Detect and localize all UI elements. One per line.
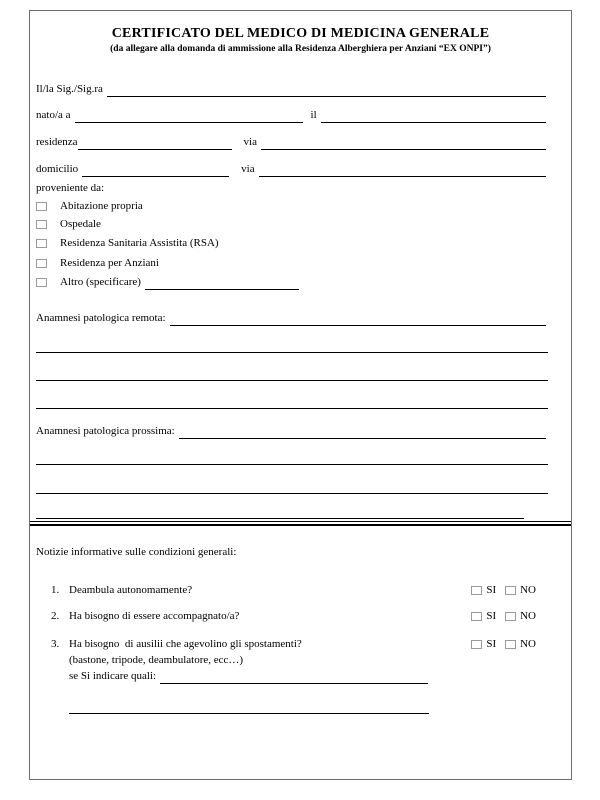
domicile-street-fill-line[interactable] xyxy=(259,162,546,177)
residence-street-fill-line[interactable] xyxy=(261,135,546,150)
provenance-option-row xyxy=(36,236,546,251)
si-checkbox[interactable] xyxy=(471,586,482,595)
residence-label: residenza xyxy=(36,136,78,148)
option-label: Ospedale xyxy=(60,218,101,230)
name-label: Il/la Sig./Sig.ra xyxy=(36,83,103,95)
notizie-heading-row xyxy=(36,545,546,560)
question-number: 2. xyxy=(51,610,60,622)
birthplace-fill-line[interactable] xyxy=(75,108,303,123)
question-3-specify-row xyxy=(69,669,546,684)
question-row-1 xyxy=(51,583,536,598)
abitazione-propria-checkbox[interactable] xyxy=(36,202,47,211)
residence-street-label: via xyxy=(243,136,257,148)
domicile-fill-line[interactable] xyxy=(82,162,229,177)
yes-no-group xyxy=(471,609,536,624)
question-row-3 xyxy=(51,637,536,652)
option-label: Residenza per Anziani xyxy=(60,257,159,269)
question-row-2 xyxy=(51,609,536,624)
si-label: SI xyxy=(486,584,497,596)
rsa-checkbox[interactable] xyxy=(36,239,47,248)
anamnesi-remota-label: Anamnesi patologica remota: xyxy=(36,312,166,324)
question-text: Ha bisogno di ausilii che agevolino gli spostamenti? xyxy=(69,638,302,650)
anamnesi-prossima-blank-line[interactable] xyxy=(36,452,548,465)
anamnesi-remota-blank-line[interactable] xyxy=(36,340,548,353)
page-subtitle: (da allegare alla domanda di ammissione alla Residenza Alberghiera per Anziani “EX ONPI”) xyxy=(110,44,491,54)
provenance-option-row xyxy=(36,199,546,214)
anamnesi-remota-fill-line[interactable] xyxy=(170,311,546,326)
question-text: Deambula autonomamente? xyxy=(69,584,193,596)
option-label: Abitazione propria xyxy=(60,200,143,212)
option-label: Residenza Sanitaria Assistita (RSA) xyxy=(60,237,219,249)
question-number: 3. xyxy=(51,638,60,650)
provenance-label: proveniente da: xyxy=(36,182,105,194)
if-yes-label: se Si indicare quali: xyxy=(69,670,157,682)
spacer xyxy=(302,637,472,652)
if-yes-fill-line[interactable] xyxy=(160,669,428,684)
anamnesi-prossima-blank-line[interactable] xyxy=(36,506,524,519)
ospedale-checkbox[interactable] xyxy=(36,220,47,229)
no-checkbox[interactable] xyxy=(505,640,516,649)
question-text: Ha bisogno di essere accompagnato/a? xyxy=(69,610,240,622)
no-checkbox[interactable] xyxy=(505,612,516,621)
domicile-street-label: via xyxy=(241,163,255,175)
yes-no-group xyxy=(471,583,536,598)
birthplace-label: nato/a a xyxy=(36,109,71,121)
si-label: SI xyxy=(486,638,497,650)
residence-field-row xyxy=(36,135,546,150)
notizie-heading: Notizie informative sulle condizioni generali: xyxy=(36,546,237,558)
si-checkbox[interactable] xyxy=(471,640,482,649)
residenza-anziani-checkbox[interactable] xyxy=(36,259,47,268)
no-checkbox[interactable] xyxy=(505,586,516,595)
question-3-blank-line[interactable] xyxy=(69,701,429,714)
option-label: Altro (specificare) xyxy=(60,276,141,288)
no-label: NO xyxy=(520,584,536,596)
domicile-label: domicilio xyxy=(36,163,79,175)
birthdate-fill-line[interactable] xyxy=(321,108,546,123)
si-label: SI xyxy=(486,610,497,622)
altro-fill-line[interactable] xyxy=(145,277,299,290)
provenance-option-row xyxy=(36,275,546,290)
birth-field-row xyxy=(36,108,546,123)
anamnesi-prossima-row xyxy=(36,424,546,439)
anamnesi-prossima-blank-line[interactable] xyxy=(36,481,548,494)
birthdate-label: il xyxy=(310,109,317,121)
provenance-option-row xyxy=(36,217,546,232)
question-number: 1. xyxy=(51,584,60,596)
anamnesi-remota-blank-line[interactable] xyxy=(36,396,548,409)
provenance-heading-row xyxy=(36,181,546,196)
question-3-note-row xyxy=(69,653,546,668)
spacer xyxy=(192,583,471,598)
residence-fill-line[interactable] xyxy=(78,135,232,150)
section-divider-thick xyxy=(30,524,571,526)
page-title: CERTIFICATO DEL MEDICO DI MEDICINA GENERALE xyxy=(111,26,490,41)
page-border xyxy=(29,10,572,780)
domicile-field-row xyxy=(36,162,546,177)
name-fill-line[interactable] xyxy=(107,82,546,97)
question-3-note: (bastone, tripode, deambulatore, ecc…) xyxy=(69,654,244,666)
no-label: NO xyxy=(520,638,536,650)
spacer xyxy=(239,609,471,624)
no-label: NO xyxy=(520,610,536,622)
provenance-option-row xyxy=(36,256,546,271)
yes-no-group xyxy=(471,637,536,652)
anamnesi-remota-row xyxy=(36,311,546,326)
anamnesi-prossima-fill-line[interactable] xyxy=(179,424,546,439)
section-divider-thin xyxy=(30,521,571,522)
anamnesi-prossima-label: Anamnesi patologica prossima: xyxy=(36,425,175,437)
name-field-row xyxy=(36,82,546,97)
altro-checkbox[interactable] xyxy=(36,278,47,287)
si-checkbox[interactable] xyxy=(471,612,482,621)
anamnesi-remota-blank-line[interactable] xyxy=(36,368,548,381)
